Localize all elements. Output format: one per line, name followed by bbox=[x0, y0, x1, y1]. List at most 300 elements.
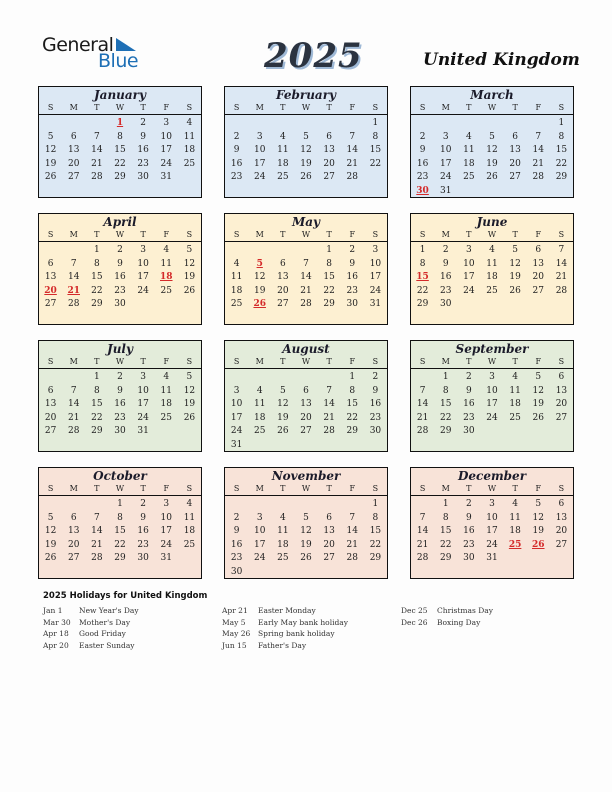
empty-cell bbox=[39, 117, 62, 131]
holiday-day-cell: 30 bbox=[416, 185, 429, 196]
day-cell: 18 bbox=[509, 399, 521, 410]
weekday-label: W bbox=[487, 103, 497, 112]
day-cell: 26 bbox=[183, 285, 196, 296]
weekday-label: W bbox=[301, 230, 311, 239]
day-cell: 19 bbox=[486, 158, 498, 169]
day-cell: 4 bbox=[163, 372, 170, 382]
day-cell: 11 bbox=[509, 385, 521, 396]
weekday-header bbox=[225, 102, 387, 115]
day-cell: 23 bbox=[230, 553, 243, 564]
day-cell: 16 bbox=[114, 399, 126, 410]
day-cell: 17 bbox=[439, 158, 452, 169]
day-cell: 1 bbox=[372, 499, 379, 509]
holiday-date: Jun 15 bbox=[222, 640, 247, 650]
day-cell: 21 bbox=[91, 158, 103, 169]
day-cell: 30 bbox=[463, 426, 475, 437]
day-cell: 4 bbox=[279, 131, 286, 142]
day-cell: 11 bbox=[230, 272, 243, 283]
day-cell: 23 bbox=[137, 539, 149, 550]
holiday-date: May 5 bbox=[222, 617, 246, 627]
day-grid bbox=[225, 115, 387, 185]
day-cell: 8 bbox=[326, 258, 332, 269]
weekday-label: F bbox=[349, 230, 356, 239]
day-cell: 25 bbox=[509, 412, 521, 423]
day-cell: 12 bbox=[253, 272, 266, 283]
day-cell: 23 bbox=[230, 172, 243, 183]
day-cell: 29 bbox=[416, 299, 429, 310]
day-cell: 25 bbox=[253, 426, 266, 437]
holiday-day-cell: 18 bbox=[160, 272, 173, 283]
empty-cell bbox=[411, 498, 434, 512]
day-cell: 16 bbox=[463, 399, 475, 410]
day-cell: 14 bbox=[416, 399, 429, 410]
weekday-label: M bbox=[69, 103, 78, 112]
day-cell: 6 bbox=[558, 372, 565, 382]
day-cell: 8 bbox=[372, 131, 379, 142]
day-cell: 18 bbox=[253, 412, 266, 423]
weekday-label: S bbox=[233, 103, 240, 112]
day-cell: 1 bbox=[442, 499, 449, 509]
weekday-label: T bbox=[466, 230, 472, 239]
day-grid bbox=[411, 115, 573, 199]
holiday-row bbox=[43, 640, 139, 652]
day-cell: 6 bbox=[535, 245, 542, 255]
day-cell: 27 bbox=[509, 172, 521, 183]
day-cell: 12 bbox=[300, 526, 312, 537]
day-cell: 9 bbox=[349, 258, 356, 269]
holiday-date: Dec 26 bbox=[401, 617, 428, 627]
day-cell: 4 bbox=[279, 512, 286, 523]
day-cell: 2 bbox=[140, 118, 146, 128]
day-cell: 6 bbox=[47, 258, 54, 269]
empty-cell bbox=[39, 244, 62, 258]
day-cell: 11 bbox=[486, 258, 498, 269]
holiday-row bbox=[401, 617, 493, 629]
day-cell: 24 bbox=[439, 172, 452, 183]
day-cell: 28 bbox=[323, 426, 335, 437]
weekday-label: T bbox=[280, 484, 286, 493]
day-cell: 12 bbox=[44, 145, 57, 156]
day-cell: 28 bbox=[67, 426, 80, 437]
day-cell: 9 bbox=[465, 385, 472, 396]
empty-cell bbox=[457, 117, 480, 131]
weekday-label: F bbox=[535, 103, 542, 112]
day-cell: 7 bbox=[303, 258, 309, 269]
day-cell: 30 bbox=[137, 553, 149, 564]
weekday-label: S bbox=[558, 103, 565, 112]
day-cell: 27 bbox=[555, 412, 568, 423]
day-cell: 22 bbox=[555, 158, 568, 169]
day-cell: 28 bbox=[91, 553, 103, 564]
empty-cell bbox=[85, 498, 108, 512]
day-cell: 16 bbox=[369, 399, 382, 410]
weekday-label: W bbox=[115, 484, 125, 493]
day-cell: 30 bbox=[114, 426, 126, 437]
day-cell: 27 bbox=[555, 539, 568, 550]
holiday-day-cell: 26 bbox=[532, 539, 545, 550]
empty-cell bbox=[248, 371, 271, 385]
day-cell: 24 bbox=[486, 539, 498, 550]
holiday-day-cell: 26 bbox=[253, 299, 266, 310]
day-cell: 12 bbox=[300, 145, 312, 156]
weekday-label: M bbox=[255, 103, 264, 112]
day-cell: 2 bbox=[465, 372, 472, 382]
month-february bbox=[224, 86, 388, 198]
day-grid bbox=[39, 242, 201, 312]
day-cell: 14 bbox=[91, 145, 103, 156]
weekday-label: S bbox=[186, 484, 193, 493]
day-cell: 24 bbox=[253, 172, 266, 183]
day-cell: 20 bbox=[67, 158, 80, 169]
day-cell: 5 bbox=[47, 131, 54, 142]
day-cell: 11 bbox=[277, 145, 289, 156]
day-cell: 8 bbox=[93, 258, 100, 269]
day-cell: 2 bbox=[117, 372, 123, 382]
day-cell: 2 bbox=[465, 499, 472, 509]
day-cell: 17 bbox=[486, 399, 498, 410]
day-cell: 14 bbox=[555, 258, 568, 269]
day-cell: 27 bbox=[67, 172, 80, 183]
day-cell: 13 bbox=[44, 399, 57, 410]
day-cell: 2 bbox=[419, 131, 426, 142]
holiday-name: Mother's Day bbox=[79, 617, 131, 627]
empty-cell bbox=[225, 498, 248, 512]
day-cell: 25 bbox=[277, 172, 289, 183]
day-cell: 7 bbox=[419, 512, 426, 523]
day-cell: 16 bbox=[137, 526, 149, 537]
holiday-date: Apr 20 bbox=[43, 640, 69, 650]
day-cell: 28 bbox=[67, 299, 80, 310]
day-cell: 22 bbox=[369, 539, 382, 550]
day-cell: 1 bbox=[326, 245, 332, 255]
weekday-label: M bbox=[255, 230, 264, 239]
day-cell: 6 bbox=[70, 512, 77, 523]
day-cell: 20 bbox=[323, 539, 335, 550]
day-cell: 1 bbox=[93, 372, 100, 382]
weekday-label: T bbox=[280, 230, 286, 239]
day-cell: 17 bbox=[253, 158, 266, 169]
day-cell: 14 bbox=[91, 526, 103, 537]
day-cell: 9 bbox=[419, 145, 426, 156]
day-cell: 24 bbox=[463, 285, 475, 296]
day-cell: 7 bbox=[349, 131, 356, 142]
day-cell: 31 bbox=[439, 185, 452, 196]
day-cell: 21 bbox=[91, 539, 103, 550]
day-cell: 30 bbox=[114, 299, 126, 310]
day-cell: 1 bbox=[93, 245, 100, 255]
day-grid bbox=[411, 496, 573, 566]
holiday-day-cell: 1 bbox=[116, 118, 124, 128]
day-cell: 2 bbox=[140, 499, 146, 509]
month-october bbox=[38, 467, 202, 579]
weekday-label: T bbox=[280, 103, 286, 112]
holiday-date: Mar 30 bbox=[43, 617, 71, 627]
empty-cell bbox=[318, 498, 341, 512]
day-cell: 22 bbox=[416, 285, 429, 296]
day-cell: 4 bbox=[489, 245, 495, 255]
weekday-label: S bbox=[372, 484, 379, 493]
day-cell: 12 bbox=[183, 385, 196, 396]
day-cell: 7 bbox=[93, 131, 100, 142]
day-cell: 21 bbox=[416, 539, 429, 550]
day-cell: 23 bbox=[114, 285, 126, 296]
weekday-label: F bbox=[535, 357, 542, 366]
day-cell: 3 bbox=[256, 512, 263, 523]
day-cell: 18 bbox=[230, 285, 243, 296]
month-july bbox=[38, 340, 202, 452]
day-cell: 23 bbox=[463, 412, 475, 423]
holiday-row bbox=[401, 605, 493, 617]
weekday-label: S bbox=[419, 484, 426, 493]
holiday-name: New Year's Day bbox=[79, 606, 139, 615]
day-cell: 27 bbox=[67, 553, 80, 564]
month-november bbox=[224, 467, 388, 579]
weekday-label: S bbox=[372, 103, 379, 112]
day-cell: 19 bbox=[183, 399, 196, 410]
weekday-label: S bbox=[47, 230, 54, 239]
day-cell: 17 bbox=[137, 399, 149, 410]
day-cell: 28 bbox=[532, 172, 544, 183]
logo-text-general: General bbox=[42, 34, 114, 56]
weekday-label: S bbox=[47, 103, 54, 112]
day-cell: 29 bbox=[323, 299, 335, 310]
weekday-label: T bbox=[326, 357, 332, 366]
day-cell: 21 bbox=[300, 285, 312, 296]
day-cell: 27 bbox=[44, 299, 57, 310]
day-cell: 24 bbox=[137, 412, 149, 423]
day-cell: 8 bbox=[117, 512, 123, 523]
day-cell: 10 bbox=[486, 385, 498, 396]
day-cell: 9 bbox=[140, 131, 146, 142]
weekday-label: M bbox=[441, 103, 450, 112]
day-cell: 25 bbox=[160, 285, 172, 296]
weekday-label: S bbox=[233, 484, 240, 493]
holiday-name: Easter Monday bbox=[258, 606, 316, 615]
day-cell: 17 bbox=[160, 526, 172, 537]
day-cell: 7 bbox=[349, 512, 356, 523]
weekday-label: F bbox=[163, 230, 170, 239]
day-cell: 22 bbox=[114, 539, 126, 550]
day-cell: 30 bbox=[369, 426, 382, 437]
empty-cell bbox=[318, 117, 341, 131]
month-name: August bbox=[282, 342, 330, 356]
weekday-label: T bbox=[512, 484, 518, 493]
holiday-date: Apr 18 bbox=[43, 629, 69, 639]
month-name: September bbox=[455, 342, 529, 356]
day-cell: 11 bbox=[509, 512, 521, 523]
day-cell: 14 bbox=[67, 399, 80, 410]
day-cell: 17 bbox=[486, 526, 498, 537]
day-cell: 11 bbox=[160, 258, 172, 269]
holidays-title: 2025 Holidays for United Kingdom bbox=[43, 591, 208, 601]
empty-cell bbox=[411, 371, 434, 385]
day-cell: 28 bbox=[346, 172, 358, 183]
day-cell: 5 bbox=[512, 245, 518, 255]
day-grid bbox=[39, 496, 201, 566]
day-cell: 11 bbox=[253, 399, 266, 410]
weekday-label: S bbox=[186, 103, 193, 112]
day-cell: 11 bbox=[277, 526, 289, 537]
weekday-label: M bbox=[255, 484, 264, 493]
day-cell: 3 bbox=[465, 245, 472, 255]
day-cell: 30 bbox=[439, 299, 452, 310]
weekday-label: S bbox=[233, 230, 240, 239]
day-cell: 22 bbox=[346, 412, 358, 423]
day-cell: 7 bbox=[70, 385, 77, 396]
day-cell: 17 bbox=[253, 539, 266, 550]
day-cell: 10 bbox=[439, 145, 452, 156]
day-cell: 23 bbox=[137, 158, 149, 169]
day-cell: 13 bbox=[555, 385, 568, 396]
day-cell: 18 bbox=[463, 158, 475, 169]
day-cell: 22 bbox=[439, 539, 452, 550]
day-cell: 3 bbox=[256, 131, 263, 142]
day-cell: 1 bbox=[349, 372, 356, 382]
day-cell: 1 bbox=[558, 118, 565, 128]
day-cell: 29 bbox=[91, 426, 103, 437]
weekday-label: W bbox=[301, 357, 311, 366]
weekday-header bbox=[39, 229, 201, 242]
weekday-label: W bbox=[301, 103, 311, 112]
weekday-label: T bbox=[326, 230, 332, 239]
weekday-label: W bbox=[487, 484, 497, 493]
day-cell: 20 bbox=[67, 539, 80, 550]
holiday-name: Spring bank holiday bbox=[258, 629, 335, 639]
empty-cell bbox=[294, 371, 317, 385]
holiday-day-cell: 25 bbox=[508, 539, 522, 550]
day-cell: 20 bbox=[555, 526, 568, 537]
empty-cell bbox=[434, 117, 457, 131]
day-cell: 13 bbox=[67, 526, 80, 537]
day-cell: 15 bbox=[114, 145, 126, 156]
day-cell: 31 bbox=[160, 553, 172, 564]
day-cell: 3 bbox=[163, 118, 170, 128]
day-cell: 17 bbox=[230, 412, 243, 423]
day-cell: 6 bbox=[279, 258, 286, 269]
weekday-header bbox=[39, 483, 201, 496]
weekday-label: M bbox=[441, 230, 450, 239]
day-cell: 4 bbox=[256, 385, 263, 396]
day-cell: 24 bbox=[253, 553, 266, 564]
day-cell: 23 bbox=[114, 412, 126, 423]
weekday-label: T bbox=[466, 484, 472, 493]
generalblue-logo bbox=[42, 34, 142, 74]
empty-cell bbox=[341, 117, 364, 131]
day-cell: 27 bbox=[44, 426, 57, 437]
day-cell: 29 bbox=[555, 172, 568, 183]
holiday-name: Early May bank holiday bbox=[258, 617, 349, 627]
day-cell: 28 bbox=[416, 553, 429, 564]
day-cell: 28 bbox=[91, 172, 103, 183]
weekday-label: T bbox=[466, 357, 472, 366]
empty-cell bbox=[248, 498, 271, 512]
day-cell: 5 bbox=[535, 372, 542, 382]
weekday-label: S bbox=[186, 357, 193, 366]
country-title: United Kingdom bbox=[423, 50, 580, 70]
day-cell: 4 bbox=[465, 131, 472, 142]
holiday-name: Good Friday bbox=[79, 629, 126, 639]
day-cell: 10 bbox=[160, 131, 172, 142]
day-cell: 26 bbox=[44, 172, 57, 183]
day-cell: 15 bbox=[91, 272, 103, 283]
day-cell: 28 bbox=[416, 426, 429, 437]
day-cell: 30 bbox=[463, 553, 475, 564]
weekday-label: T bbox=[140, 484, 146, 493]
day-cell: 25 bbox=[277, 553, 289, 564]
day-cell: 5 bbox=[186, 245, 193, 255]
day-cell: 23 bbox=[416, 172, 429, 183]
day-cell: 24 bbox=[230, 426, 243, 437]
holiday-row bbox=[43, 605, 139, 617]
holiday-row bbox=[222, 628, 348, 640]
weekday-label: T bbox=[140, 357, 146, 366]
day-grid bbox=[39, 115, 201, 185]
day-cell: 1 bbox=[419, 245, 426, 255]
month-name: March bbox=[470, 88, 514, 102]
day-cell: 31 bbox=[369, 299, 382, 310]
empty-cell bbox=[248, 117, 271, 131]
weekday-label: F bbox=[535, 484, 542, 493]
day-grid bbox=[225, 242, 387, 312]
day-cell: 9 bbox=[117, 258, 123, 269]
empty-cell bbox=[62, 498, 85, 512]
day-cell: 10 bbox=[230, 399, 243, 410]
holiday-date: Dec 25 bbox=[401, 606, 428, 615]
day-cell: 24 bbox=[137, 285, 149, 296]
weekday-header bbox=[411, 483, 573, 496]
day-cell: 19 bbox=[253, 285, 266, 296]
day-cell: 19 bbox=[44, 539, 57, 550]
empty-cell bbox=[271, 244, 294, 258]
day-cell: 8 bbox=[442, 512, 449, 523]
weekday-label: S bbox=[233, 357, 240, 366]
day-cell: 31 bbox=[230, 439, 243, 450]
weekday-label: S bbox=[372, 357, 379, 366]
day-cell: 23 bbox=[439, 285, 452, 296]
day-cell: 2 bbox=[372, 372, 379, 382]
day-cell: 28 bbox=[346, 553, 358, 564]
day-cell: 7 bbox=[419, 385, 426, 396]
day-grid bbox=[411, 242, 573, 312]
day-cell: 10 bbox=[486, 512, 498, 523]
day-grid bbox=[39, 369, 201, 439]
day-cell: 31 bbox=[486, 553, 498, 564]
day-cell: 2 bbox=[233, 131, 240, 142]
empty-cell bbox=[411, 117, 434, 131]
day-cell: 27 bbox=[323, 172, 335, 183]
day-cell: 27 bbox=[532, 285, 544, 296]
day-cell: 21 bbox=[323, 412, 335, 423]
weekday-label: F bbox=[163, 484, 170, 493]
day-cell: 4 bbox=[512, 372, 518, 382]
weekday-header bbox=[39, 356, 201, 369]
holiday-name: Father's Day bbox=[258, 640, 307, 650]
day-cell: 14 bbox=[532, 145, 544, 156]
day-cell: 22 bbox=[91, 412, 103, 423]
day-cell: 8 bbox=[117, 131, 123, 142]
weekday-label: T bbox=[140, 103, 146, 112]
day-cell: 30 bbox=[137, 172, 149, 183]
month-name: November bbox=[271, 469, 341, 483]
empty-cell bbox=[271, 371, 294, 385]
day-cell: 1 bbox=[372, 118, 379, 128]
day-cell: 5 bbox=[535, 499, 542, 509]
day-cell: 13 bbox=[555, 512, 568, 523]
logo-text-blue: Blue bbox=[98, 50, 139, 72]
weekday-label: T bbox=[280, 357, 286, 366]
day-cell: 13 bbox=[67, 145, 80, 156]
day-cell: 9 bbox=[233, 526, 240, 537]
